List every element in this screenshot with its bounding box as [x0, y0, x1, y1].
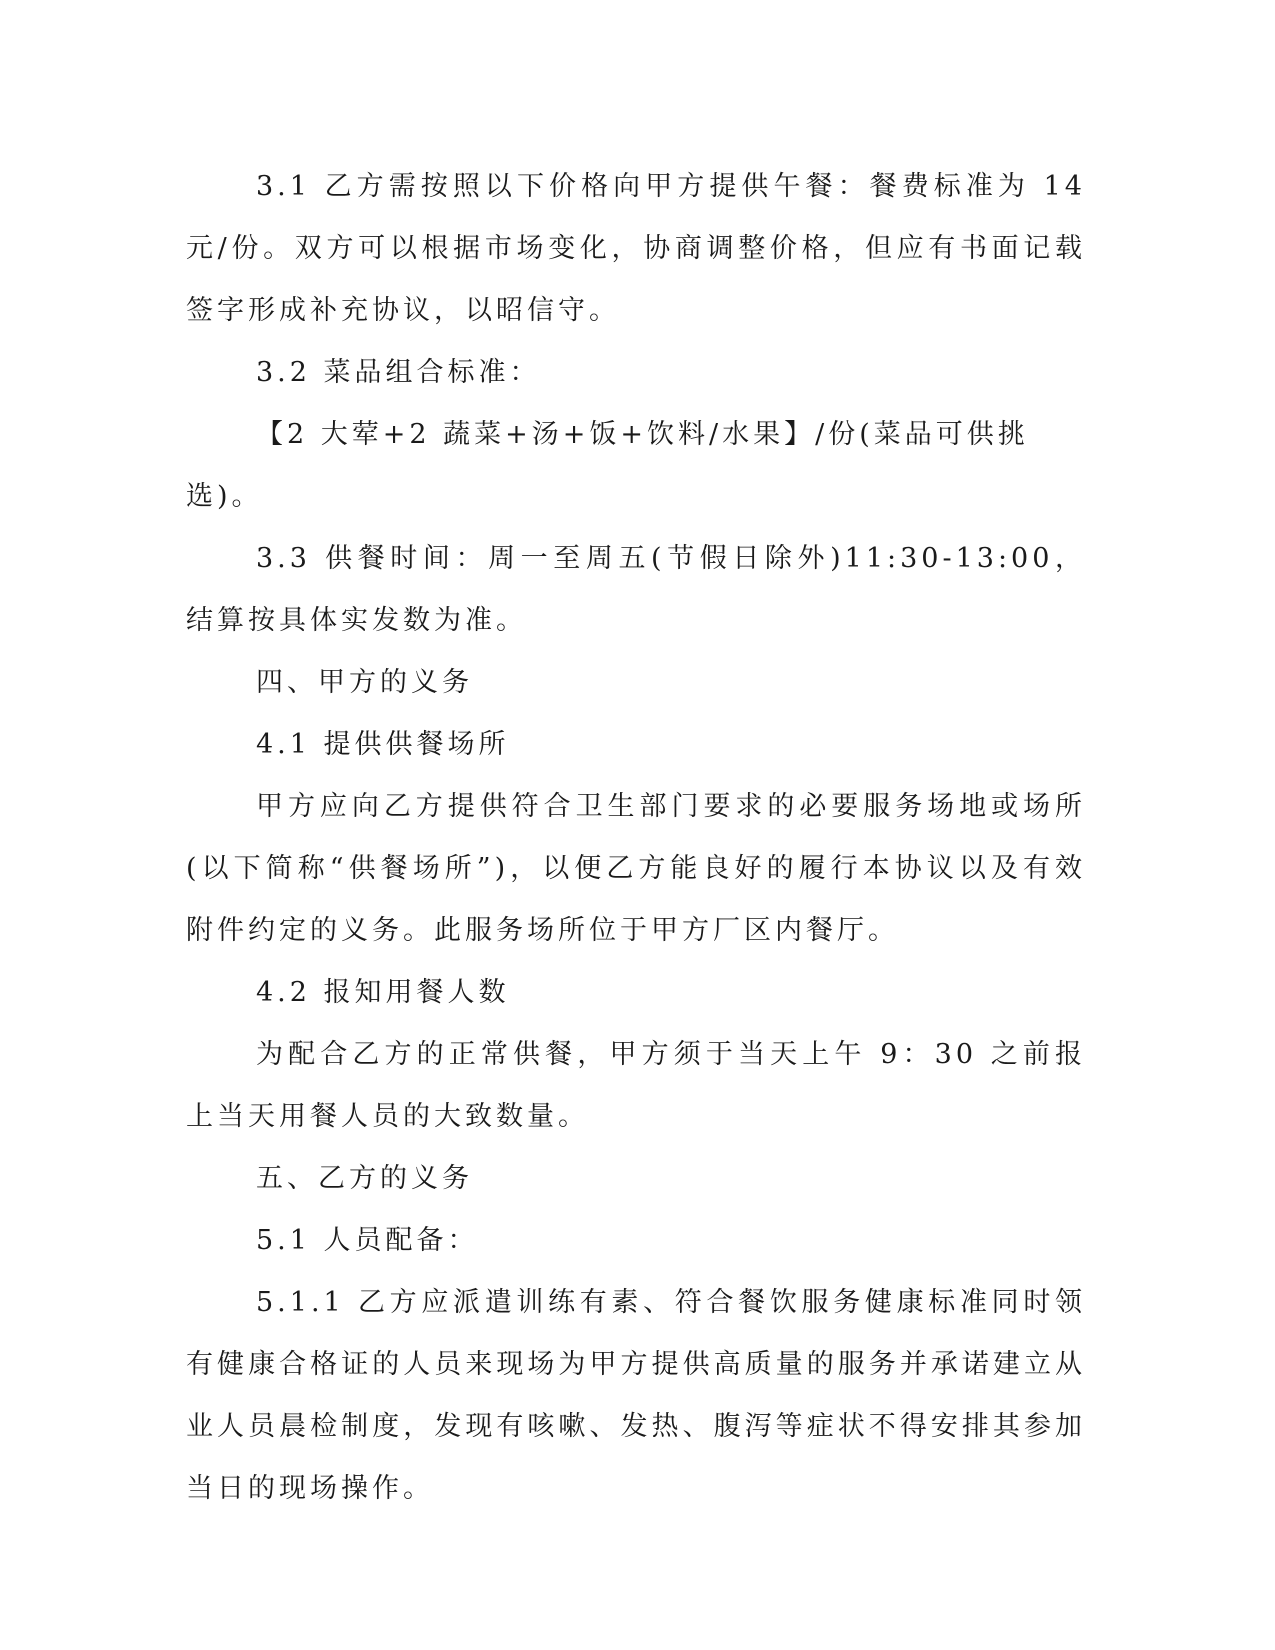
section-four-heading: 四、甲方的义务 [256, 667, 473, 698]
clause-4-1-title: 4.1 提供供餐场所 [256, 729, 510, 760]
section-five-heading: 五、乙方的义务 [256, 1163, 473, 1194]
paragraph-5-1-1: 5.1.1 乙方应派遣训练有素、符合餐饮服务健康标准同时领有健康合格证的人员来现场为甲方提供高质量的服务并承诺建立从业人员晨检制度，发现有咳嗽、发热、腹泻等症状不得安排其参加当日的现场操作。 [186, 1287, 1086, 1504]
paragraph-3-1: 3.1 乙方需按照以下价格向甲方提供午餐：餐费标准为 14 元/份。双方可以根据市场变化，协商调整价格，但应有书面记载签字形成补充协议，以昭信守。 [186, 171, 1086, 326]
menu-combination: 【2 大荤+2 蔬菜+汤+饭+饮料/水果】/份(菜品可供挑选)。 [186, 419, 1029, 512]
clause-5-1-title: 5.1 人员配备： [256, 1225, 479, 1256]
paragraph-4-1: 甲方应向乙方提供符合卫生部门要求的必要服务场地或场所(以下简称“供餐场所”)，以便乙方能良好的履行本协议以及有效附件约定的义务。此服务场所位于甲方厂区内餐厅。 [186, 791, 1086, 946]
document-body [186, 156, 1086, 1520]
paragraph-4-2: 为配合乙方的正常供餐，甲方须于当天上午 9：30 之前报上当天用餐人员的大致数量。 [186, 1039, 1086, 1132]
paragraph-3-3: 3.3 供餐时间：周一至周五(节假日除外)11:30-13:00，结算按具体实发数为准。 [186, 543, 1086, 636]
clause-4-2-title: 4.2 报知用餐人数 [256, 977, 510, 1008]
clause-3-2-title: 3.2 菜品组合标准： [256, 357, 541, 388]
